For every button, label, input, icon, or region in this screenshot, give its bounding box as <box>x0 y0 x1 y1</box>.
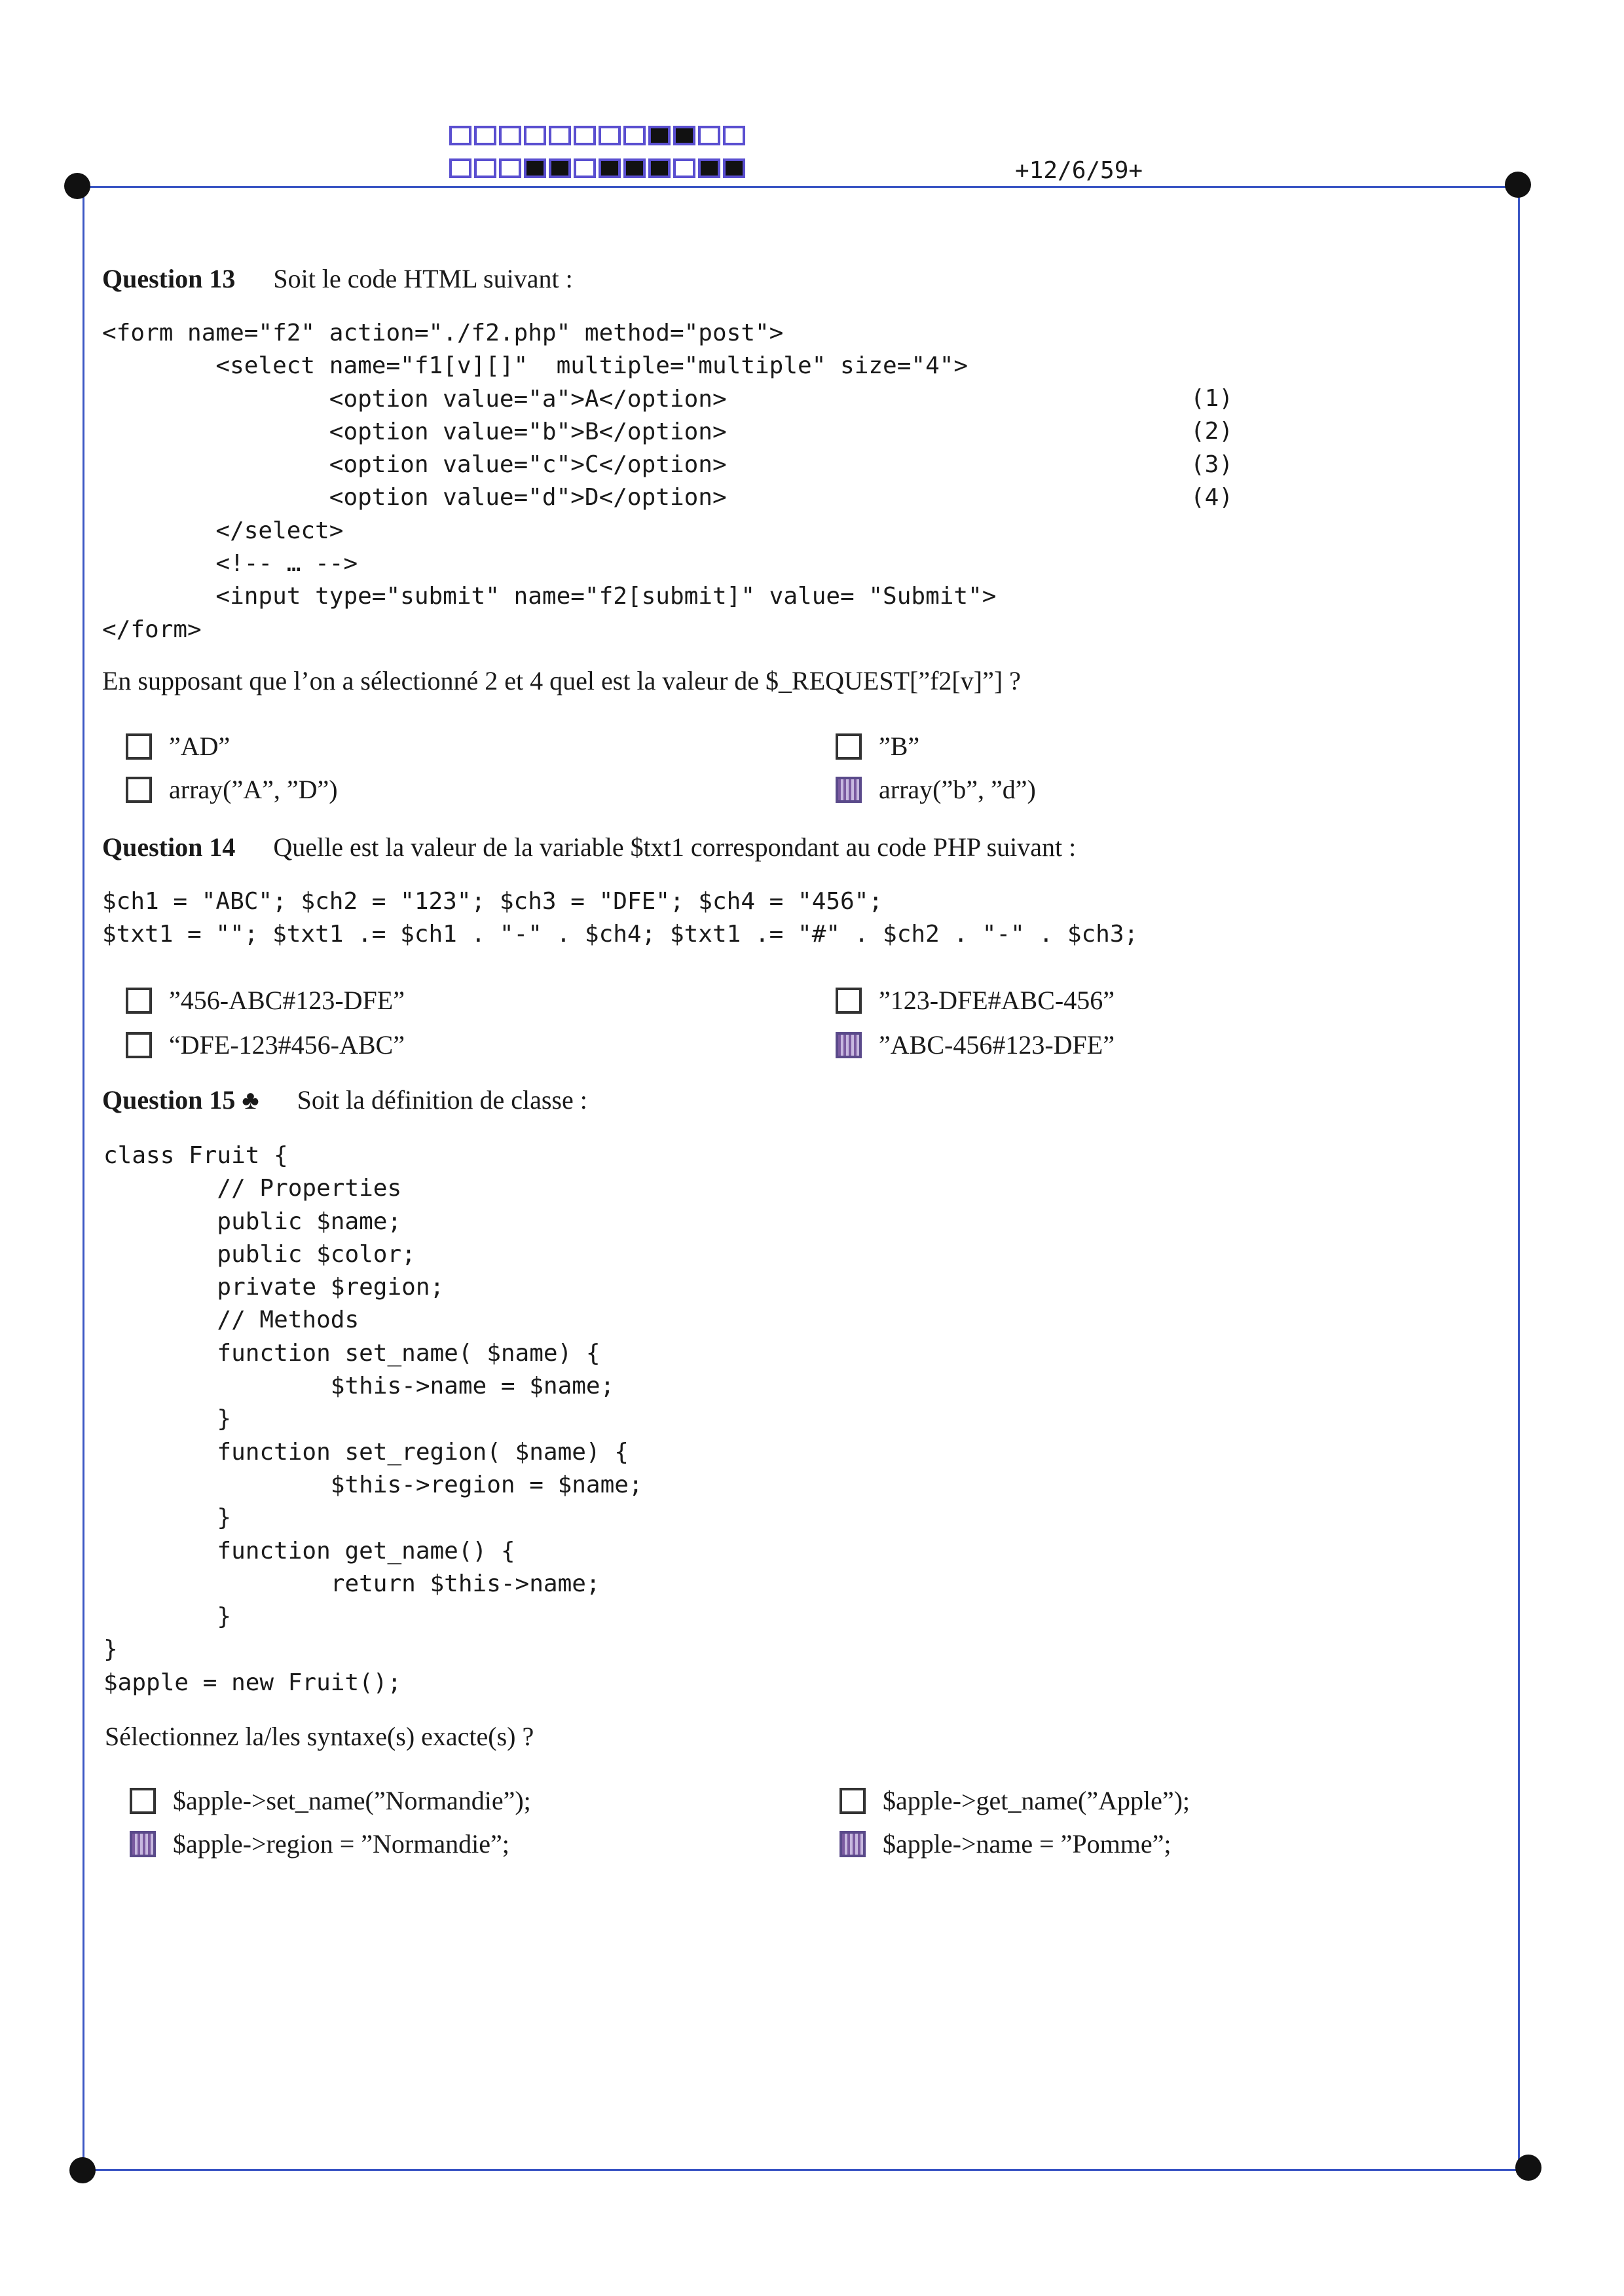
frame-bottom <box>84 2169 1531 2171</box>
q14-option-4[interactable] <box>836 1029 1115 1060</box>
id-code-row-1 <box>449 126 748 145</box>
code-cell <box>499 126 521 145</box>
checkbox[interactable] <box>126 733 152 760</box>
option-label: $apple->region = ”Normandie”; <box>173 1829 509 1859</box>
code-cell <box>574 126 596 145</box>
q13-question: En supposant que l’on a sélectionné 2 et 4 quel est la valeur de $_REQUEST[”f2[v]”] ? <box>102 666 1021 695</box>
code-cell <box>474 158 496 178</box>
q13-option-1[interactable] <box>126 731 230 762</box>
q13-code: <form name="f2" action="./f2.php" method="post"> <select name="f1[v][]" multiple="multiple" size="4"> <option value="a">A</option> <option value="b">B</option> <option value="c">C</option> <option value="d">D</option> </select> <!-- … --> <input type="submit" name="f2[submit]" value= "Submit"> </form> <box>102 320 997 643</box>
code-cell <box>648 158 671 178</box>
q13-label: Question 13 <box>102 264 236 293</box>
q13-line-numbers: (1) (2) (3) (4) <box>1190 385 1234 511</box>
code-cell <box>549 126 571 145</box>
code-cell <box>599 126 621 145</box>
q15-option-4[interactable] <box>840 1828 1172 1859</box>
option-label: $apple->get_name(”Apple”); <box>883 1786 1190 1815</box>
q13-option-2[interactable] <box>836 731 919 762</box>
q14-intro: Quelle est la valeur de la variable $txt1 correspondant au code PHP suivant : <box>273 832 1077 862</box>
page-id: +12/6/59+ <box>1015 157 1143 184</box>
code-cell <box>574 158 596 178</box>
q13-option-4[interactable] <box>836 774 1036 805</box>
q15-question: Sélectionnez la/les syntaxe(s) exacte(s) ? <box>105 1722 534 1751</box>
option-label: array(”A”, ”D”) <box>169 775 338 804</box>
checkbox-checked[interactable] <box>836 777 862 803</box>
option-label: $apple->name = ”Pomme”; <box>883 1829 1172 1859</box>
code-cell <box>549 158 571 178</box>
code-cell <box>524 126 546 145</box>
code-cell <box>673 126 695 145</box>
option-label: $apple->set_name(”Normandie”); <box>173 1786 531 1815</box>
q14-title <box>102 832 1076 862</box>
q15-option-1[interactable] <box>130 1785 531 1816</box>
option-label: array(”b”, ”d”) <box>879 775 1036 804</box>
registration-mark-top-left <box>64 173 90 199</box>
checkbox[interactable] <box>130 1788 156 1814</box>
option-label: ”456-ABC#123-DFE” <box>169 986 405 1015</box>
code-cell <box>698 126 720 145</box>
q15-label: Question 15 ♣ <box>102 1085 259 1115</box>
q15-option-3[interactable] <box>130 1828 509 1859</box>
code-cell <box>499 158 521 178</box>
registration-mark-bottom-left <box>69 2157 96 2183</box>
q15-intro: Soit la définition de classe : <box>297 1085 587 1115</box>
q14-label: Question 14 <box>102 832 236 862</box>
q14-option-1[interactable] <box>126 985 405 1016</box>
checkbox-checked[interactable] <box>840 1831 866 1857</box>
checkbox[interactable] <box>840 1788 866 1814</box>
checkbox-checked[interactable] <box>130 1831 156 1857</box>
option-label: “DFE-123#456-ABC” <box>169 1030 405 1060</box>
code-cell <box>698 158 720 178</box>
option-label: ”B” <box>879 731 920 761</box>
registration-mark-top-right <box>1505 172 1531 198</box>
code-cell <box>673 158 695 178</box>
checkbox[interactable] <box>836 733 862 760</box>
q14-option-2[interactable] <box>836 985 1115 1016</box>
code-cell <box>449 158 471 178</box>
code-cell <box>449 126 471 145</box>
code-cell <box>723 126 745 145</box>
frame-left <box>83 186 84 2170</box>
code-cell <box>524 158 546 178</box>
q13-option-3[interactable] <box>126 774 338 805</box>
q14-code: $ch1 = "ABC"; $ch2 = "123"; $ch3 = "DFE"; $ch4 = "456"; $txt1 = ""; $txt1 .= $ch1 . "-" . $ch4; $txt1 .= "#" . $ch2 . "-" . $ch3; <box>102 888 1139 948</box>
checkbox[interactable] <box>126 988 152 1014</box>
q13-title <box>102 263 573 294</box>
code-cell <box>623 158 646 178</box>
q15-code: class Fruit { // Properties public $name; public $color; private $region; // Methods function set_name( $name) { $this->name = $name; } function set_region( $name) { $this->region = $name; } function get_name() { return $this->name; } } $apple = new Fruit(); <box>103 1142 643 1696</box>
code-cell <box>599 158 621 178</box>
code-cell <box>723 158 745 178</box>
code-cell <box>474 126 496 145</box>
code-cell <box>648 126 671 145</box>
id-code-row-2 <box>449 158 748 178</box>
option-label: ”123-DFE#ABC-456” <box>879 986 1115 1015</box>
frame-top <box>77 186 1518 188</box>
option-label: ”AD” <box>169 731 231 761</box>
frame-right <box>1518 186 1520 2170</box>
q13-intro: Soit le code HTML suivant : <box>273 264 573 293</box>
q15-title <box>102 1084 587 1115</box>
checkbox[interactable] <box>836 988 862 1014</box>
checkbox-checked[interactable] <box>836 1032 862 1058</box>
registration-mark-bottom-right <box>1515 2155 1541 2181</box>
option-label: ”ABC-456#123-DFE” <box>879 1030 1115 1060</box>
q14-option-3[interactable] <box>126 1029 405 1060</box>
q15-option-2[interactable] <box>840 1785 1190 1816</box>
code-cell <box>623 126 646 145</box>
checkbox[interactable] <box>126 1032 152 1058</box>
checkbox[interactable] <box>126 777 152 803</box>
